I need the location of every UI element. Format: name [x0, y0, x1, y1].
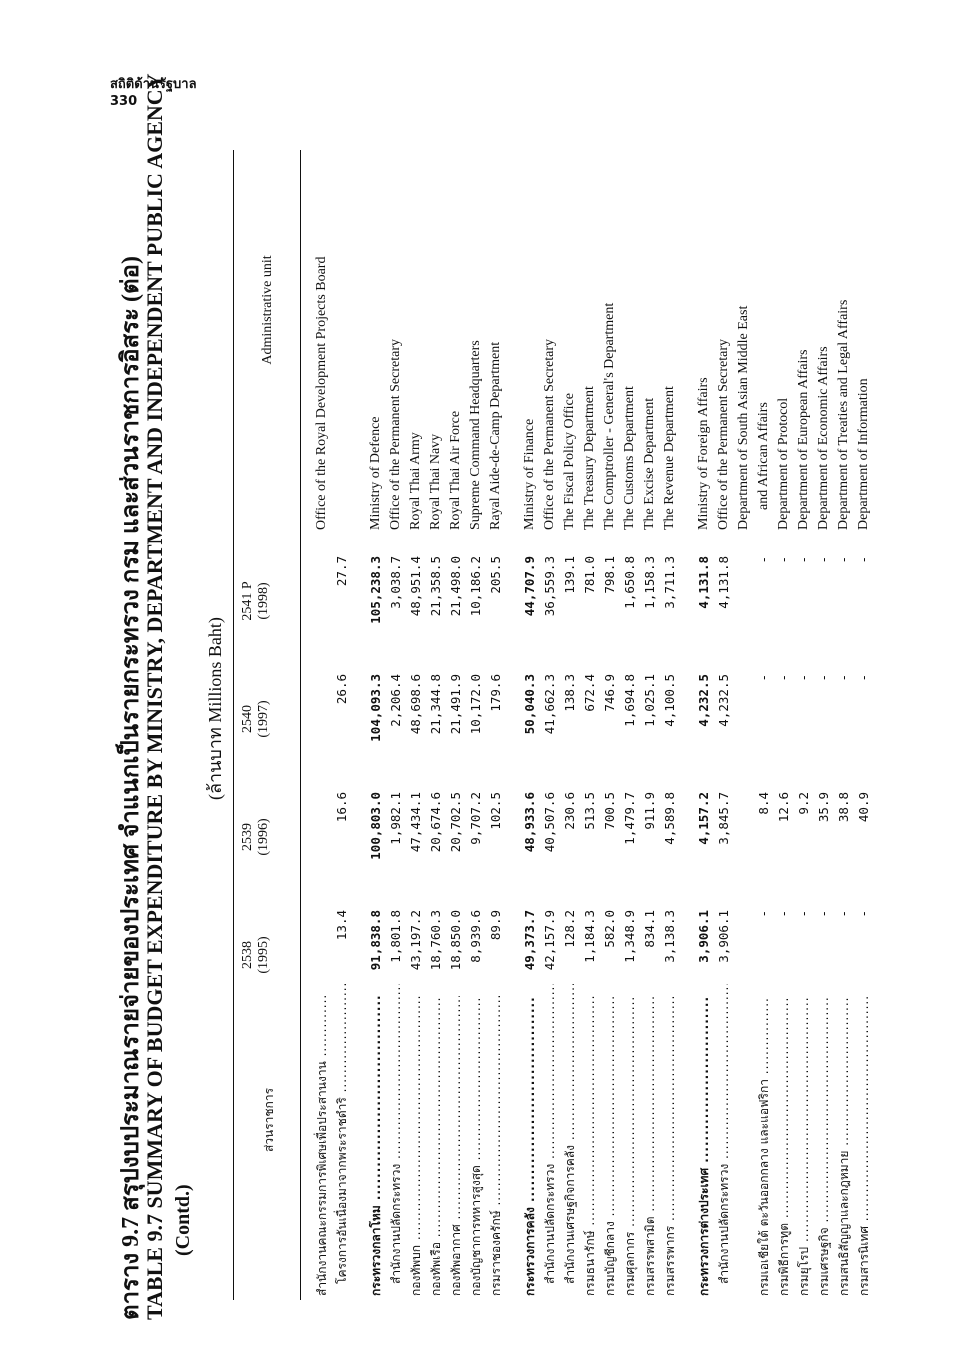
row-gap [352, 150, 366, 1300]
header-english-unit: Administrative unit [260, 255, 275, 365]
value-cell: - [776, 674, 791, 682]
thai-unit-name: กรมบัญชีกลาง ..... [600, 996, 620, 1296]
value-cell: 16.6 [334, 792, 349, 823]
value-cell: 138.3 [562, 674, 577, 712]
value-cell: - [816, 556, 831, 564]
english-unit-name: Office of the Permanent Secretary [388, 339, 403, 530]
value-cell: 3,138.3 [662, 910, 677, 963]
english-unit-name: Royal Thai Army [408, 432, 423, 530]
value-cell: 139.1 [562, 556, 577, 594]
value-cell: 513.5 [582, 792, 597, 830]
value-cell: 10,172.0 [468, 674, 483, 735]
value-cell: 48,951.4 [408, 556, 423, 617]
value-cell: - [836, 556, 851, 564]
table-row [486, 150, 506, 1300]
value-cell: 21,358.5 [428, 556, 443, 617]
english-unit-name: Ministry of Foreign Affairs [696, 377, 711, 530]
value-cell: 20,702.5 [448, 792, 463, 853]
thai-unit-name: กรมสรรพสามิต ..... [640, 996, 660, 1296]
value-cell: 582.0 [602, 910, 617, 948]
value-cell: 40.9 [856, 792, 871, 823]
header-year-4: 2541 P (1998) [240, 581, 271, 621]
unit-label: (ล้านบาท Millions Baht) [205, 617, 225, 800]
thai-unit-name: กองบัญชาการทหารสูงสุด ..... [466, 996, 486, 1296]
thai-unit-name: โครงการอันเนื่องมาจากพระราชดำริ ..... [332, 984, 352, 1284]
english-unit-name: Office of the Permanent Secretary [716, 339, 731, 530]
table-row [774, 150, 794, 1300]
thai-unit-name: สำนักงานปลัดกระทรวง ..... [714, 984, 734, 1284]
value-cell: 9.2 [796, 792, 811, 815]
value-cell: 4,100.5 [662, 674, 677, 727]
table-row [366, 150, 386, 1300]
value-cell: 48,933.6 [522, 792, 537, 853]
table-row [640, 150, 660, 1300]
table-row [446, 150, 466, 1300]
value-cell: 4,232.5 [716, 674, 731, 727]
english-unit-name: The Comptroller - General's Department [602, 302, 617, 530]
thai-unit-name: สำนักงานคณะกรรมการพิเศษเพื่อประสานงาน ..... [312, 996, 332, 1296]
english-unit-name: The Excise Department [642, 397, 657, 530]
english-unit-name: Supreme Command Headquarters [468, 340, 483, 530]
value-cell: 3,711.3 [662, 556, 677, 609]
row-gap [506, 150, 520, 1300]
table-row [426, 150, 446, 1300]
thai-unit-name: กรมเศรษฐกิจ ..... [814, 996, 834, 1296]
value-cell: 4,232.5 [696, 674, 711, 727]
english-unit-name: Department of Information [856, 378, 871, 530]
table-row [754, 150, 774, 1300]
thai-unit-name: กรมพิธีการทูต ..... [774, 996, 794, 1296]
thai-unit-name: สำนักงานปลัดกระทรวง ..... [540, 984, 560, 1284]
thai-unit-name: กองทัพบก ..... [406, 996, 426, 1296]
table-row [580, 150, 600, 1300]
value-cell: - [836, 674, 851, 682]
value-cell: 104,093.3 [368, 674, 383, 742]
table-row [694, 150, 714, 1300]
value-cell: 3,038.7 [388, 556, 403, 609]
value-cell: 44,707.9 [522, 556, 537, 617]
value-cell: 9,707.2 [468, 792, 483, 845]
table-row [714, 150, 734, 1300]
value-cell: 4,131.8 [716, 556, 731, 609]
value-cell: 746.9 [602, 674, 617, 712]
value-cell: 89.9 [488, 910, 503, 941]
value-cell: 21,491.9 [448, 674, 463, 735]
value-cell: - [816, 910, 831, 918]
english-unit-name: Office of the Permanent Secretary [542, 339, 557, 530]
header-thai-unit: ส่วนราชการ [262, 1087, 276, 1153]
value-cell: 18,850.0 [448, 910, 463, 971]
value-cell: 1,694.8 [622, 674, 637, 727]
thai-unit-name: กรมราชองครักษ์ ..... [486, 996, 506, 1296]
table-row [520, 150, 540, 1300]
value-cell: - [776, 556, 791, 564]
value-cell: 13.4 [334, 910, 349, 941]
table-row [600, 150, 620, 1300]
value-cell: 781.0 [582, 556, 597, 594]
thai-unit-name: กรมยุโรป ..... [794, 996, 814, 1296]
budget-table [312, 150, 874, 1300]
value-cell: 36,559.3 [542, 556, 557, 617]
table-row [560, 150, 580, 1300]
table-row [734, 150, 754, 1300]
value-cell: 205.5 [488, 556, 503, 594]
value-cell: 672.4 [582, 674, 597, 712]
english-unit-name: Department of South Asian Middle East [736, 305, 751, 530]
value-cell: 43,197.2 [408, 910, 423, 971]
header-year-1: 2538 (1995) [240, 936, 271, 974]
value-cell: 26.6 [334, 674, 349, 705]
english-unit-name: The Revenue Department [662, 386, 677, 530]
table-row [620, 150, 640, 1300]
value-cell: 1,184.3 [582, 910, 597, 963]
thai-unit-name: กรมศุลกากร ..... [620, 996, 640, 1296]
value-cell: 700.5 [602, 792, 617, 830]
english-unit-name: Department of Treaties and Legal Affairs [836, 299, 851, 530]
value-cell: 21,498.0 [448, 556, 463, 617]
thai-unit-name: กรมสารนิเทศ ..... [854, 996, 874, 1296]
table-row [386, 150, 406, 1300]
table-row [406, 150, 426, 1300]
value-cell: 40,507.6 [542, 792, 557, 853]
value-cell: 4,589.8 [662, 792, 677, 845]
value-cell: - [816, 674, 831, 682]
english-unit-name: Department of Protocol [776, 397, 791, 530]
value-cell: 4,157.2 [696, 792, 711, 845]
value-cell: 3,845.7 [716, 792, 731, 845]
english-unit-name: Department of European Affairs [796, 349, 811, 530]
value-cell: 834.1 [642, 910, 657, 948]
value-cell: 49,373.7 [522, 910, 537, 971]
value-cell: 4,131.8 [696, 556, 711, 609]
value-cell: 8,939.6 [468, 910, 483, 963]
english-unit-name: Ministry of Finance [522, 418, 537, 530]
english-unit-name: The Fiscal Policy Office [562, 393, 577, 530]
value-cell: - [796, 556, 811, 564]
table-row [814, 150, 834, 1300]
value-cell: 3,906.1 [716, 910, 731, 963]
value-cell: 798.1 [602, 556, 617, 594]
value-cell: 1,025.1 [642, 674, 657, 727]
value-cell: - [776, 910, 791, 918]
value-cell: 1,158.3 [642, 556, 657, 609]
value-cell: 1,982.1 [388, 792, 403, 845]
english-unit-name: The Treasury Department [582, 386, 597, 530]
value-cell: - [796, 910, 811, 918]
value-cell: - [796, 674, 811, 682]
value-cell: - [856, 556, 871, 564]
value-cell: 18,760.3 [428, 910, 443, 971]
row-gap [680, 150, 694, 1300]
thai-unit-name: กระทรวงการคลัง ..... [520, 996, 540, 1296]
value-cell: 230.6 [562, 792, 577, 830]
table-row [540, 150, 560, 1300]
table-row [794, 150, 814, 1300]
thai-unit-name: กองทัพเรือ ..... [426, 996, 446, 1296]
english-unit-name: and African Affairs [756, 402, 771, 510]
table-row [466, 150, 486, 1300]
english-unit-name: Office of the Royal Development Projects Board [314, 256, 329, 530]
header-rule [300, 150, 301, 1300]
table-row [854, 150, 874, 1300]
thai-unit-name: กระทรวงการต่างประเทศ ..... [694, 996, 714, 1296]
table-row [312, 150, 332, 1300]
value-cell: 41,662.3 [542, 674, 557, 735]
english-unit-name: Rayal Aide-de-Camp Department [488, 341, 503, 530]
value-cell: - [756, 556, 771, 564]
running-title: สถิติด้านรัฐบาล [110, 77, 197, 92]
value-cell: 50,040.3 [522, 674, 537, 735]
top-rule [233, 150, 234, 1300]
table-row [660, 150, 680, 1300]
value-cell: - [856, 910, 871, 918]
thai-unit-name: กรมเอเชียใต้ ตะวันออกกลาง และแอฟริกา ..... [754, 996, 774, 1296]
value-cell: 1,479.7 [622, 792, 637, 845]
value-cell: 35.9 [816, 792, 831, 823]
value-cell: 8.4 [756, 792, 771, 815]
value-cell: 12.6 [776, 792, 791, 823]
english-unit-name: Department of Economic Affairs [816, 346, 831, 530]
value-cell: 20,674.6 [428, 792, 443, 853]
thai-unit-name: กระทรวงกลาโหม ..... [366, 996, 386, 1296]
value-cell: - [836, 910, 851, 918]
value-cell: 105,238.3 [368, 556, 383, 624]
value-cell: - [756, 674, 771, 682]
thai-unit-name: สำนักงานปลัดกระทรวง ..... [386, 984, 406, 1284]
header-year-3: 2540 (1997) [240, 700, 271, 738]
english-unit-name: Ministry of Defence [368, 416, 383, 530]
value-cell: 1,650.8 [622, 556, 637, 609]
value-cell: 3,906.1 [696, 910, 711, 963]
value-cell: 91,838.8 [368, 910, 383, 971]
value-cell: 48,698.6 [408, 674, 423, 735]
value-cell: 1,801.8 [388, 910, 403, 963]
english-unit-name: The Customs Department [622, 386, 637, 530]
value-cell: 911.9 [642, 792, 657, 830]
thai-unit-name: กองทัพอากาศ ..... [446, 996, 466, 1296]
table-row [332, 150, 352, 1300]
value-cell: 1,348.9 [622, 910, 637, 963]
value-cell: 128.2 [562, 910, 577, 948]
value-cell: 10,186.2 [468, 556, 483, 617]
value-cell: 102.5 [488, 792, 503, 830]
value-cell: - [756, 910, 771, 918]
thai-unit-name: สำนักงานเศรษฐกิจการคลัง ..... [560, 984, 580, 1284]
thai-title: ตาราง 9.7 สรุปงบประมาณรายจ่ายของประเทศ จำแนกเป็นรายกระทรวง กรม และส่วนราชการอิสระ (ต่อ) [118, 256, 144, 1320]
header-year-2: 2539 (1996) [240, 818, 271, 856]
value-cell: 2,206.4 [388, 674, 403, 727]
thai-unit-name: กรมสรรพากร ..... [660, 996, 680, 1296]
english-unit-name: Royal Thai Navy [428, 433, 443, 530]
value-cell: 47,434.1 [408, 792, 423, 853]
value-cell: - [856, 674, 871, 682]
thai-unit-name: กรมสนธิสัญญาและกฎหมาย ..... [834, 996, 854, 1296]
table-row [834, 150, 854, 1300]
contd-label: (Contd.) [172, 1184, 194, 1256]
value-cell: 42,157.9 [542, 910, 557, 971]
value-cell: 38.8 [836, 792, 851, 823]
english-title: TABLE 9.7 SUMMARY OF BUDGET EXPENDITURE BY MINISTRY, DEPARTMENT AND INDEPENDENT PUBLIC AGENCY [142, 73, 167, 1320]
page-number: 330 [110, 94, 138, 109]
thai-unit-name: กรมธนารักษ์ ..... [580, 996, 600, 1296]
value-cell: 21,344.8 [428, 674, 443, 735]
value-cell: 27.7 [334, 556, 349, 587]
value-cell: 100,803.0 [368, 792, 383, 860]
value-cell: 179.6 [488, 674, 503, 712]
english-unit-name: Royal Thai Air Force [448, 410, 463, 530]
